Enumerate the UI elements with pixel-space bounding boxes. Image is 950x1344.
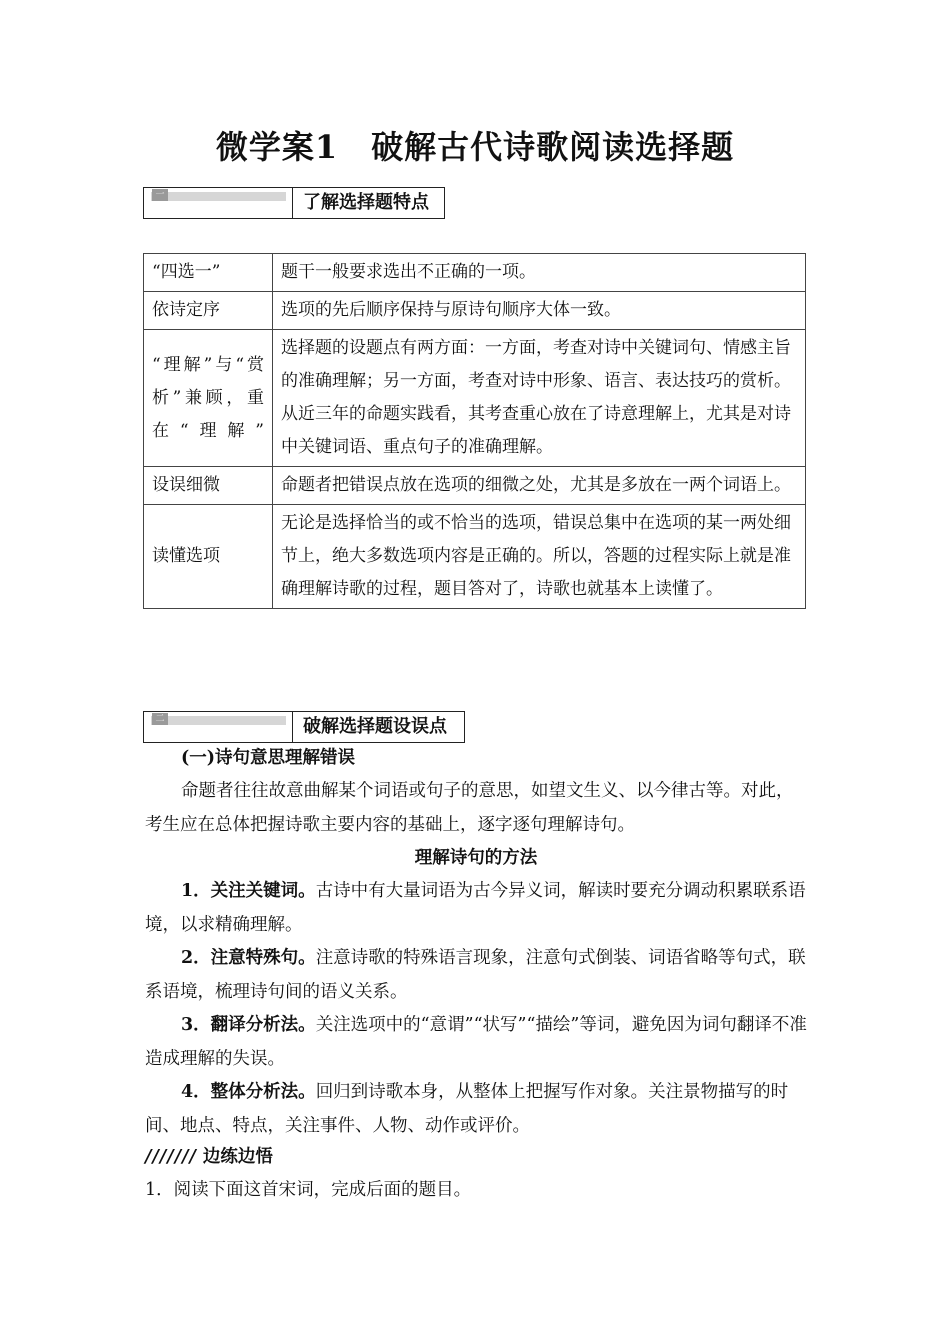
method-head: 3．翻译分析法。	[181, 1015, 316, 1035]
method-item	[145, 875, 807, 942]
method-item	[145, 1009, 807, 1076]
features-table	[143, 253, 806, 609]
method-head: 4．整体分析法。	[181, 1082, 316, 1102]
feature-value: 选择题的设题点有两方面：一方面，考查对诗中关键词句、情感主旨的准确理解；另一方面，考查对诗中形象、语言、表达技巧的赏析。从近三年的命题实践看，其考查重心放在了诗意理解上，尤其是对诗中关键词语、重点句子的准确理解。	[273, 330, 806, 467]
section-label: 了解选择题特点	[303, 192, 429, 213]
method-body: 注意诗歌的特殊语言现象，注意句式倒装、词语省略等句式，联系语境，梳理诗句间的语义关系。	[145, 948, 806, 1002]
feature-value: 选项的先后顺序保持与原诗句顺序大体一致。	[273, 292, 806, 330]
section-number: 二	[152, 713, 168, 725]
feature-key: 依诗定序	[144, 292, 273, 330]
section-number-box	[144, 712, 293, 742]
method-body: 关注选项中的“意谓”“状写”“描绘”等词，避免因为词句翻译不准造成理解的失误。	[145, 1015, 807, 1069]
table-row	[144, 254, 806, 292]
method-item	[145, 942, 807, 1009]
table-row	[144, 330, 806, 467]
method-body: 古诗中有大量词语为古今异义词，解读时要充分调动积累联系语境，以求精确理解。	[145, 881, 806, 935]
feature-value: 无论是选择恰当的或不恰当的选项，错误总集中在选项的某一两处细节上，绝大多数选项内容是正确的。所以，答题的过程实际上就是准确理解诗歌的过程，题目答对了，诗歌也就基本上读懂了。	[273, 505, 806, 609]
intro-paragraph: 命题者往往故意曲解某个词语或句子的意思，如望文生义、以今律古等。对此，考生应在总体把握诗歌主要内容的基础上，逐字逐句理解诗句。	[145, 781, 794, 835]
table-row	[144, 505, 806, 609]
practice-heading	[145, 1141, 807, 1175]
subsection-heading: (一)诗句意思理解错误	[181, 748, 356, 768]
section-header-1	[143, 187, 445, 219]
feature-value: 命题者把错误点放在选项的细微之处，尤其是多放在一两个词语上。	[273, 467, 806, 505]
methods-title: 理解诗句的方法	[414, 848, 538, 868]
page-title: 微学案1 破解古代诗歌阅读选择题	[215, 128, 735, 166]
question-text: 1．阅读下面这首宋词，完成后面的题目。	[145, 1180, 472, 1200]
section-number-box	[144, 188, 293, 218]
table-row	[144, 292, 806, 330]
question-line	[145, 1174, 807, 1208]
feature-key: 读懂选项	[144, 505, 273, 609]
feature-value: 题干一般要求选出不正确的一项。	[273, 254, 806, 292]
section-header-2	[143, 711, 465, 743]
practice-mark: ///////	[145, 1147, 197, 1167]
section-number: 一	[152, 189, 168, 201]
practice-label: 边练边悟	[202, 1147, 273, 1167]
feature-key: 设误细微	[144, 467, 273, 505]
section-label: 破解选择题设误点	[303, 716, 447, 737]
method-head: 2．注意特殊句。	[181, 948, 316, 968]
method-item	[145, 1076, 807, 1143]
feature-key: “理解”与“赏析”兼顾，重在“理解”	[144, 330, 273, 467]
method-head: 1．关注关键词。	[181, 881, 316, 901]
method-body: 回归到诗歌本身，从整体上把握写作对象。关注景物描写的时间、地点、特点，关注事件、人物、动作或评价。	[145, 1082, 789, 1136]
feature-key: “四选一”	[144, 254, 273, 292]
table-row	[144, 467, 806, 505]
